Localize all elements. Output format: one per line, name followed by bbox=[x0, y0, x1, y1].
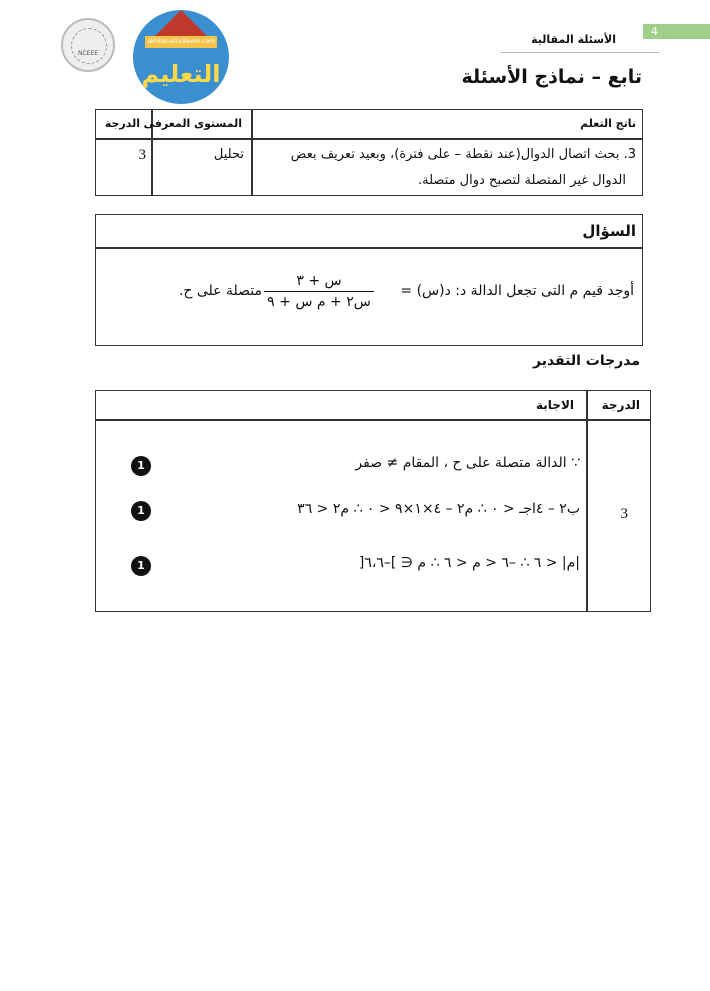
fraction-numerator: س + ٣ bbox=[264, 273, 374, 292]
outcome-grade: 3 bbox=[138, 147, 146, 163]
section-title: تابع – نماذج الأسئلة bbox=[461, 66, 642, 88]
header-title: الأسئلة المقالية bbox=[531, 33, 616, 46]
question-text-after: متصلة على ح. bbox=[178, 283, 262, 299]
rubric-grade: 3 bbox=[620, 506, 628, 522]
outcome-header: ناتج التعلم bbox=[580, 117, 636, 130]
rubric-title: مدرجات التقدير bbox=[532, 353, 640, 369]
page-number-badge: 4 bbox=[643, 24, 710, 39]
cognitive-level: تحليل bbox=[213, 147, 244, 162]
question-text-before: أوجد قيم م التى تجعل الدالة د: د(س) = bbox=[400, 283, 634, 299]
fraction-denominator: س٢ + م س + ٩ bbox=[267, 294, 371, 310]
question-label: السؤال bbox=[582, 222, 636, 240]
question-box bbox=[95, 214, 643, 346]
level-header: المستوى المعرفى bbox=[143, 117, 242, 130]
answer-line-2: ب٢ – ٤اجـ < ٠ ∴ م٢ – ٤×١×٩ < ٠ ∴ م٢ < ٣٦ bbox=[297, 501, 580, 517]
brand-logo bbox=[133, 10, 229, 104]
rubric-answer-header: الاجابة bbox=[536, 398, 574, 412]
outcome-line-1: 3. بحث اتصال الدوال(عند نقطة – على فترة)، وبعيد تعريف بعض bbox=[290, 147, 636, 162]
score-mark-1: 1 bbox=[131, 456, 151, 476]
outcome-line-2: الدوال غير المتصلة لتصبح دوال متصلة. bbox=[417, 173, 626, 188]
outcome-table bbox=[95, 109, 643, 196]
header-divider bbox=[500, 52, 660, 53]
seal-logo bbox=[61, 18, 115, 72]
score-mark-2: 1 bbox=[131, 501, 151, 521]
brand-site: akhbar-elta3leem.com bbox=[147, 38, 215, 45]
question-fraction bbox=[264, 273, 374, 310]
grade-header: الدرجة bbox=[104, 117, 140, 130]
answer-line-3: |م| < ٦ ∴ –٦ < م < ٦ ∴ م ∈ ]–٦،٦[ bbox=[358, 555, 580, 571]
brand-text: التعليم bbox=[141, 60, 221, 88]
rubric-grade-header: الدرجة bbox=[601, 398, 640, 412]
rubric-table bbox=[95, 390, 651, 612]
score-mark-3: 1 bbox=[131, 556, 151, 576]
answer-line-1: ∵ الدالة متصلة على ح ، المقام ≠ صفر bbox=[355, 455, 580, 471]
seal-text: NCEEE bbox=[77, 50, 99, 57]
